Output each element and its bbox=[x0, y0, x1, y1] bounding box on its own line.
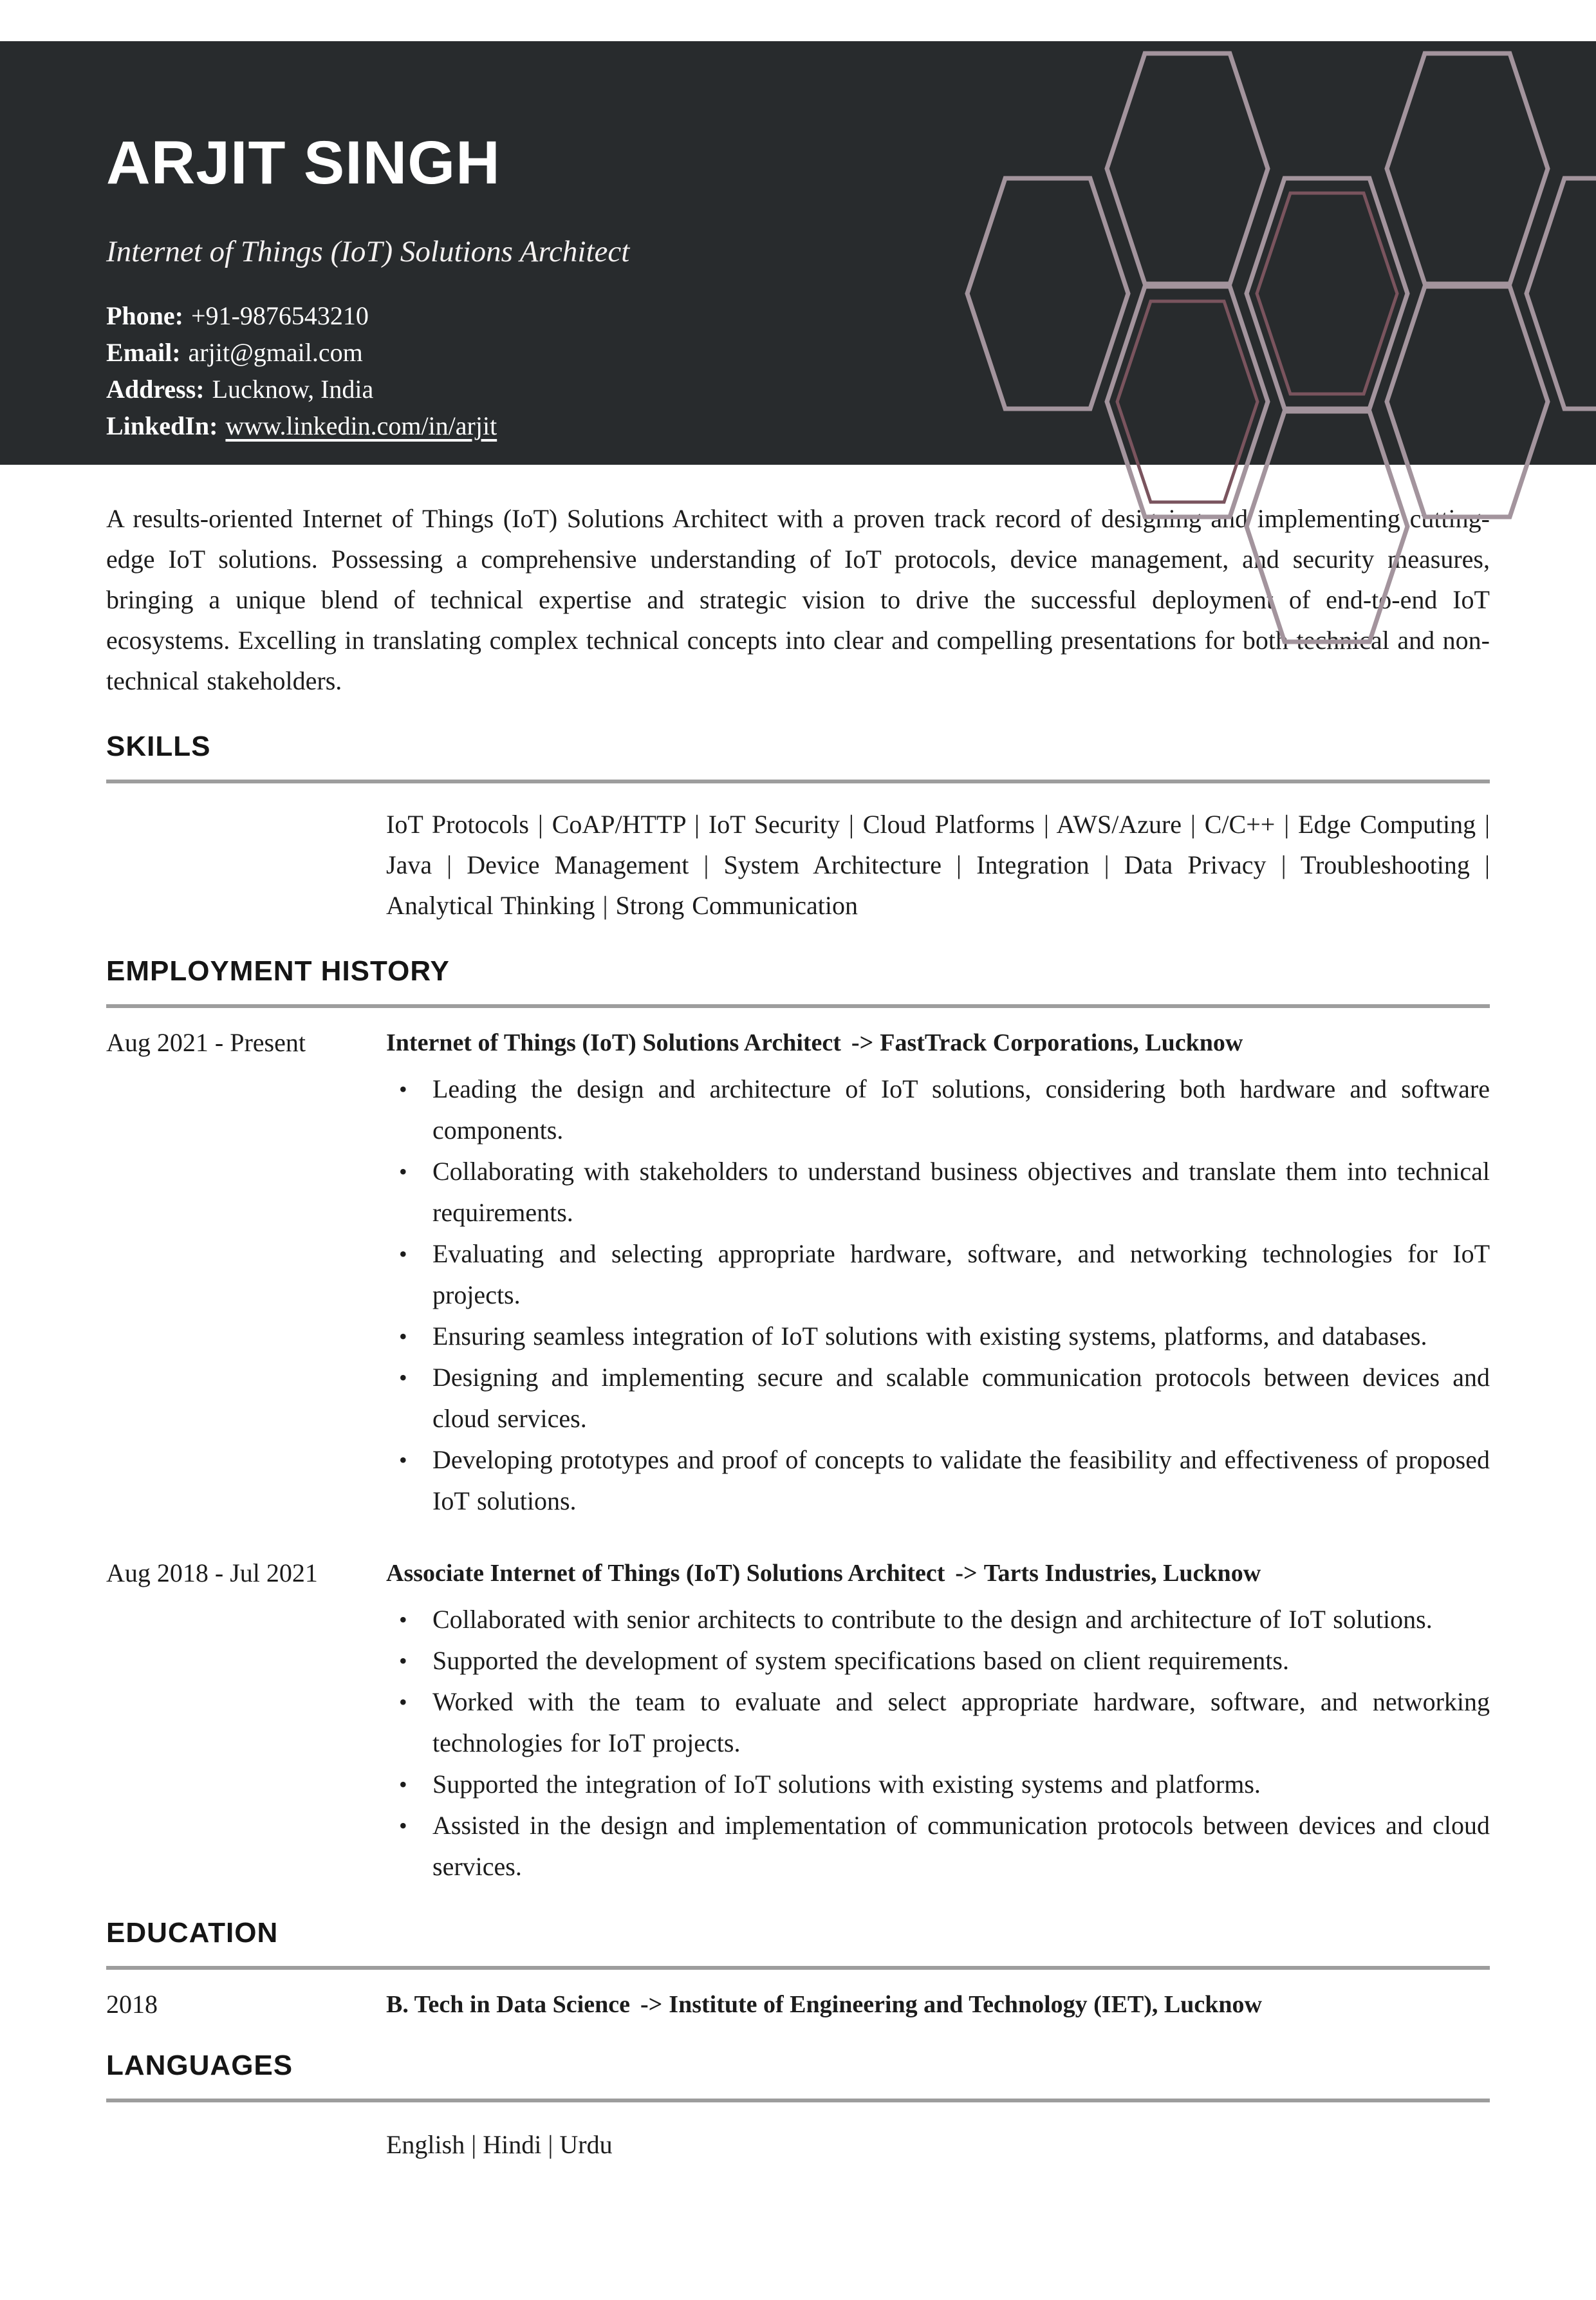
languages-list: English | Hindi | Urdu bbox=[386, 2129, 613, 2159]
resume-page bbox=[0, 41, 1596, 2300]
job-bullet: • Designing and implementing secure and scalable communication protocols between devices and cloud services. bbox=[386, 1357, 1490, 1439]
section-skills bbox=[106, 731, 1490, 926]
job-title-line bbox=[386, 1558, 1490, 1589]
person-name: ARJIT SINGH bbox=[106, 128, 501, 197]
contact-phone bbox=[106, 297, 1490, 334]
arrow-separator: -> bbox=[955, 1559, 978, 1587]
job-bullet: • Evaluating and selecting appropriate hardware, software, and networking technologies for IoT projects. bbox=[386, 1233, 1490, 1316]
address-value: Lucknow, India bbox=[212, 375, 374, 404]
contact-block bbox=[106, 297, 1490, 444]
section-divider bbox=[106, 780, 1490, 783]
skills-row bbox=[106, 804, 1490, 926]
email-label: Email: bbox=[106, 338, 181, 368]
job-bullet: • Supported the development of system specifications based on client requirements. bbox=[386, 1640, 1490, 1681]
education-degree-line bbox=[386, 1989, 1490, 2020]
section-languages bbox=[106, 2050, 1490, 2165]
job-dates: Aug 2021 - Present bbox=[106, 1027, 306, 1057]
skills-list: IoT Protocols | CoAP/HTTP | IoT Security | Cloud Platforms | AWS/Azure | C/C++ | Edge Computing | Java | Device Management | System Architecture | Integration | Data Privacy | Troubleshooting | Analytical Thinking | Strong Communication bbox=[386, 809, 1490, 920]
contact-email bbox=[106, 334, 1490, 371]
section-divider bbox=[106, 1004, 1490, 1008]
skills-left-spacer bbox=[106, 804, 386, 926]
contact-address bbox=[106, 371, 1490, 407]
section-divider bbox=[106, 2099, 1490, 2102]
job-header-row bbox=[106, 1558, 1490, 1589]
job-bullet-list bbox=[386, 1069, 1490, 1522]
job-bullet-list bbox=[386, 1599, 1490, 1887]
education-heading: EDUCATION bbox=[106, 1916, 279, 1949]
job-entry bbox=[106, 1027, 1490, 1522]
employment-heading: EMPLOYMENT HISTORY bbox=[106, 955, 450, 987]
arrow-separator: -> bbox=[851, 1029, 874, 1056]
contact-linkedin bbox=[106, 407, 1490, 444]
arrow-separator: -> bbox=[640, 1990, 663, 2018]
education-institution: Institute of Engineering and Technology (IET), Lucknow bbox=[669, 1990, 1262, 2018]
education-dates: 2018 bbox=[106, 1989, 158, 2019]
address-label: Address: bbox=[106, 375, 205, 404]
job-title: Associate Internet of Things (IoT) Solutions Architect bbox=[386, 1559, 945, 1587]
job-bullet: • Collaborating with stakeholders to understand business objectives and translate them into technical requirements. bbox=[386, 1151, 1490, 1233]
phone-label: Phone: bbox=[106, 301, 183, 331]
job-bullet: • Developing prototypes and proof of concepts to validate the feasibility and effectiveness of proposed IoT solutions. bbox=[386, 1439, 1490, 1522]
job-entry bbox=[106, 1558, 1490, 1887]
job-bullet: • Worked with the team to evaluate and select appropriate hardware, software, and networking technologies for IoT projects. bbox=[386, 1681, 1490, 1764]
job-bullet: • Ensuring seamless integration of IoT solutions with existing systems, platforms, and databases. bbox=[386, 1316, 1490, 1357]
skills-heading: SKILLS bbox=[106, 730, 211, 762]
person-job-title: Internet of Things (IoT) Solutions Architect bbox=[106, 235, 630, 269]
section-education bbox=[106, 1917, 1490, 2020]
job-company: FastTrack Corporations, Lucknow bbox=[880, 1029, 1243, 1056]
job-header-row bbox=[106, 1027, 1490, 1058]
job-bullet: • Collaborated with senior architects to contribute to the design and architecture of IoT solutions. bbox=[386, 1599, 1490, 1640]
header bbox=[0, 41, 1596, 465]
job-title-line bbox=[386, 1027, 1490, 1058]
job-bullet: • Supported the integration of IoT solutions with existing systems and platforms. bbox=[386, 1764, 1490, 1805]
languages-heading: LANGUAGES bbox=[106, 2049, 293, 2081]
email-value: arjit@gmail.com bbox=[188, 338, 363, 368]
job-bullet: • Leading the design and architecture of IoT solutions, considering both hardware and software components. bbox=[386, 1069, 1490, 1151]
education-entry bbox=[106, 1989, 1490, 2020]
phone-value: +91-9876543210 bbox=[191, 301, 369, 331]
linkedin-link[interactable]: www.linkedin.com/in/arjit bbox=[225, 411, 497, 441]
resume-body bbox=[0, 498, 1596, 2165]
job-title: Internet of Things (IoT) Solutions Architect bbox=[386, 1029, 841, 1056]
linkedin-label: LinkedIn: bbox=[106, 411, 218, 441]
job-dates: Aug 2018 - Jul 2021 bbox=[106, 1558, 318, 1587]
job-bullet: • Assisted in the design and implementation of communication protocols between devices and cloud services. bbox=[386, 1805, 1490, 1887]
education-degree: B. Tech in Data Science bbox=[386, 1990, 630, 2018]
section-employment bbox=[106, 955, 1490, 1887]
job-company: Tarts Industries, Lucknow bbox=[983, 1559, 1261, 1587]
profile-summary: A results-oriented Internet of Things (IoT) Solutions Architect with a proven track record of designing and implementing cutting-edge IoT solutions. Possessing a comprehensive understanding of IoT protocols, device management, and security measures, bringing a unique blend of technical expertise and strategic vision to drive the successful deployment of end-to-end IoT ecosystems. Excelling in translating complex technical concepts into clear and compelling presentations for both technical and non-technical stakeholders. bbox=[106, 503, 1490, 695]
section-divider bbox=[106, 1966, 1490, 1970]
